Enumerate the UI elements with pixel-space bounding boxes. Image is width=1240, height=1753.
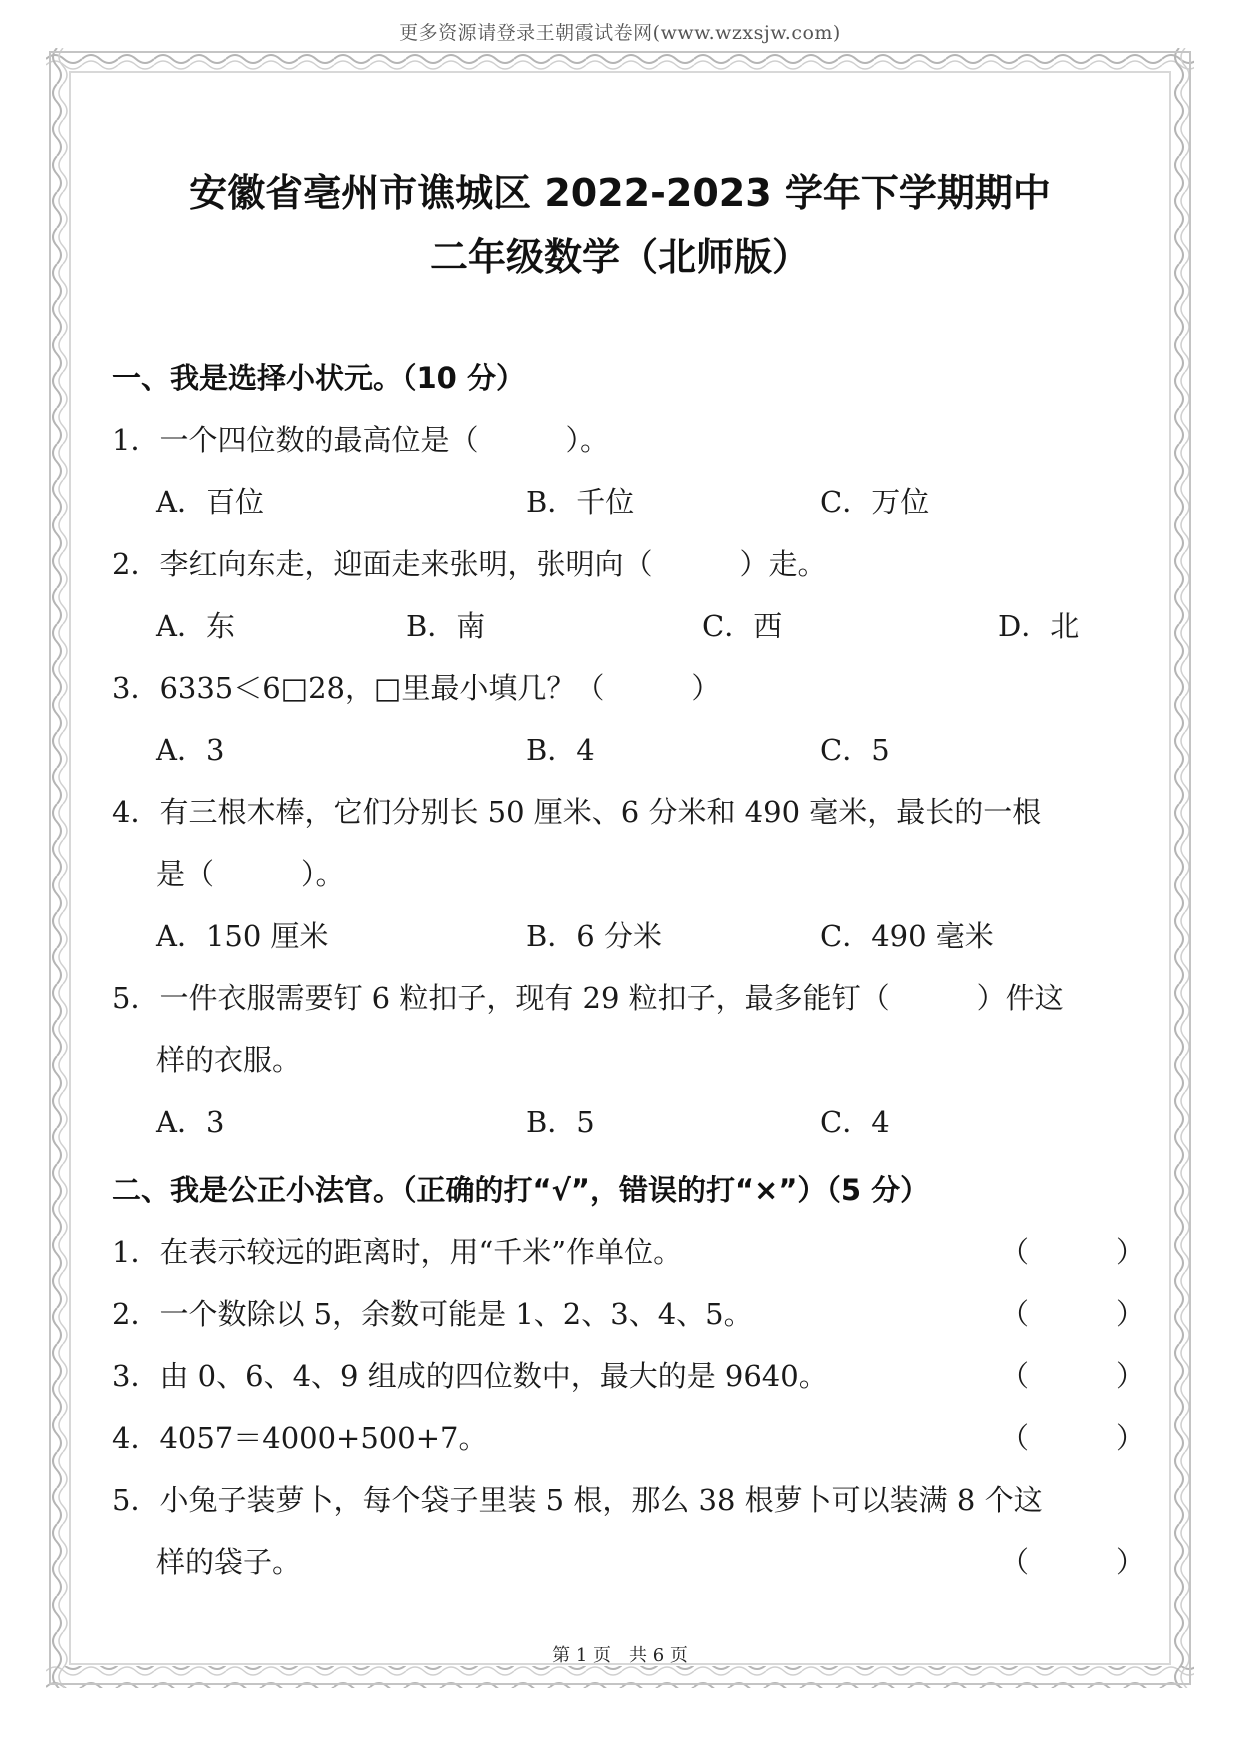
judge-item-5-cont: 样的袋子。 [156, 1545, 302, 1579]
question-1-option-c: C．万位 [820, 485, 930, 519]
judge-item-1: 1．在表示较远的距离时，用“千米”作单位。 [112, 1235, 683, 1269]
question-1-option-a: A．百位 [156, 485, 264, 519]
page-footer: 第 1 页 共 6 页 [552, 1645, 688, 1666]
question-5-option-b: B．5 [526, 1105, 595, 1139]
judge-answer-blank-3: （ ） [1000, 1359, 1146, 1393]
exam-subtitle: 二年级数学（北师版） [429, 235, 810, 279]
judge-answer-blank-5: （ ） [1000, 1545, 1146, 1579]
question-2-option-d: D．北 [998, 609, 1080, 643]
question-5-option-a: A．3 [156, 1105, 225, 1139]
question-3-option-b: B．4 [526, 733, 595, 767]
question-4-option-a: A．150 厘米 [156, 919, 329, 953]
question-1-stem: 1．一个四位数的最高位是（ ）。 [112, 423, 609, 457]
question-2-option-c: C．西 [702, 609, 783, 643]
question-2-stem: 2．李红向东走，迎面走来张明，张明向（ ）走。 [112, 547, 827, 581]
question-4-option-c: C．490 毫米 [820, 919, 994, 953]
judge-item-2: 2．一个数除以 5，余数可能是 1、2、3、4、5。 [112, 1297, 753, 1331]
judge-answer-blank-1: （ ） [1000, 1235, 1146, 1269]
section2-heading: 二、我是公正小法官。（正确的打“√”，错误的打“×”）（5 分） [112, 1173, 930, 1207]
question-2-option-b: B．南 [406, 609, 486, 643]
judge-answer-blank-2: （ ） [1000, 1297, 1146, 1331]
question-1-option-b: B．千位 [526, 485, 635, 519]
judge-item-3: 3．由 0、6、4、9 组成的四位数中，最大的是 9640。 [112, 1359, 828, 1393]
judge-answer-blank-4: （ ） [1000, 1421, 1146, 1455]
question-2-option-a: A．东 [156, 609, 235, 643]
question-5-stem-cont: 样的衣服。 [156, 1043, 302, 1077]
question-3-stem: 3．6335＜6□28，□里最小填几？（ ） [112, 671, 721, 705]
question-4-stem: 4．有三根木棒，它们分别长 50 厘米、6 分米和 490 毫米，最长的一根 [112, 795, 1042, 829]
question-3-option-a: A．3 [156, 733, 225, 767]
exam-title: 安徽省亳州市谯城区 2022-2023 学年下学期期中 [189, 171, 1051, 215]
question-4-option-b: B．6 分米 [526, 919, 662, 953]
judge-item-4: 4．4057＝4000+500+7。 [112, 1421, 488, 1455]
judge-item-5: 5．小兔子装萝卜，每个袋子里装 5 根，那么 38 根萝卜可以装满 8 个这 [112, 1483, 1043, 1517]
question-5-option-c: C．4 [820, 1105, 890, 1139]
header-note: 更多资源请登录王朝霞试卷网(www.wzxsjw.com) [399, 22, 841, 44]
question-3-option-c: C．5 [820, 733, 890, 767]
question-4-stem-cont: 是（ ）。 [156, 857, 345, 891]
section1-heading: 一、我是选择小状元。（10 分） [112, 361, 525, 395]
question-5-stem: 5．一件衣服需要钉 6 粒扣子，现有 29 粒扣子，最多能钉（ ）件这 [112, 981, 1064, 1015]
